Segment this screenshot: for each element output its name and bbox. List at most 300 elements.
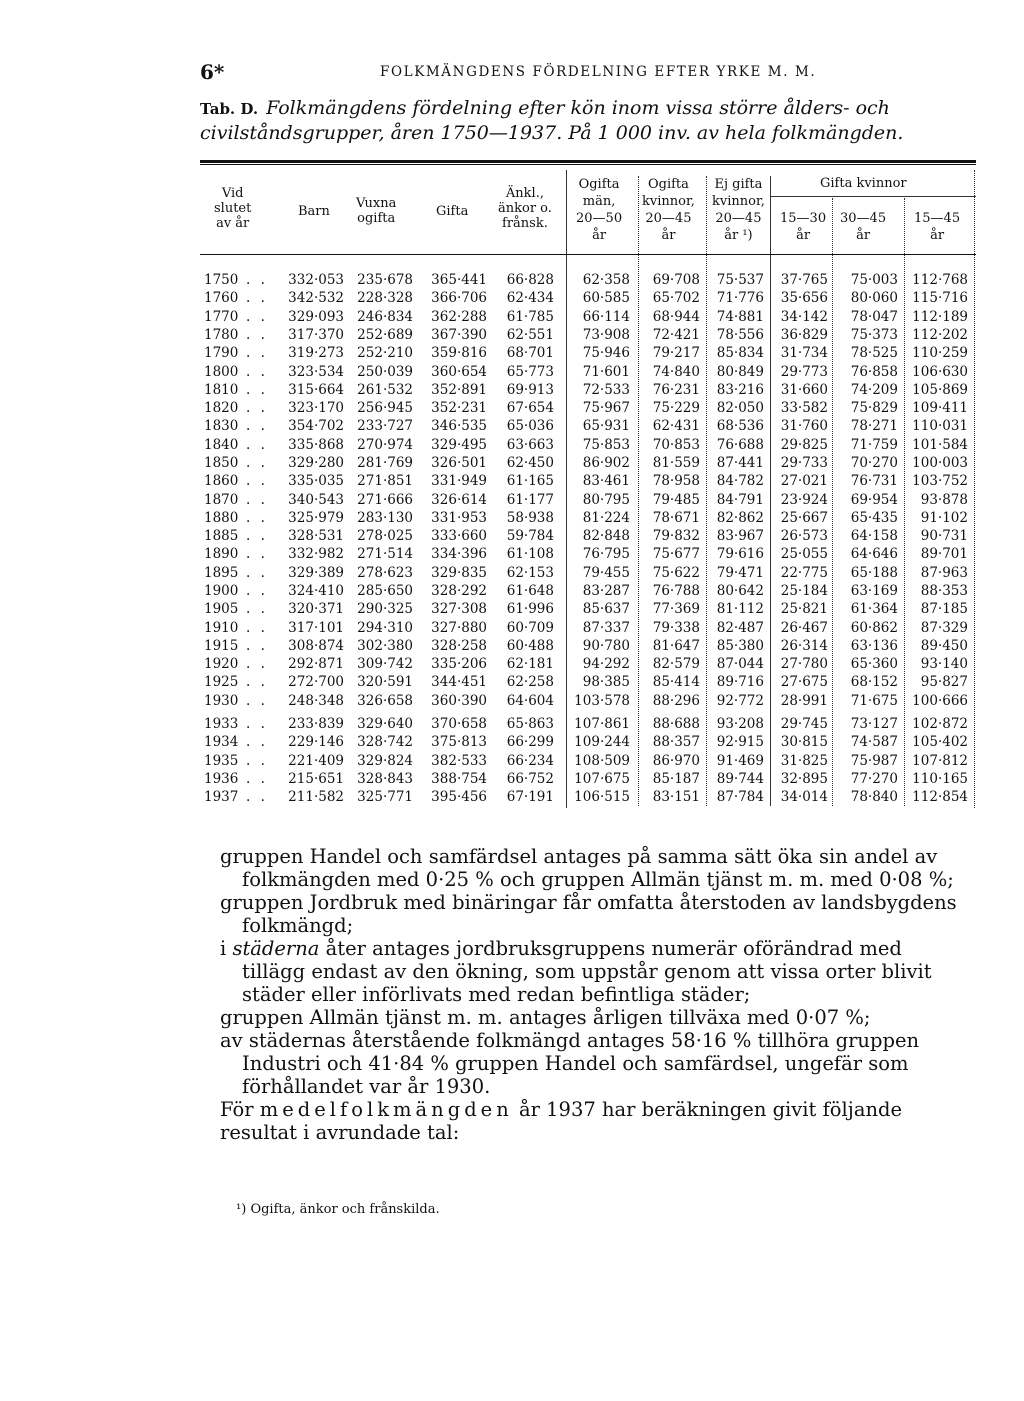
cell-barn: 221·409 — [288, 752, 344, 769]
cell-ej-gifta: 87·784 — [716, 789, 764, 806]
cell-year: 1810 — [204, 381, 239, 398]
cell-gifta: 328·258 — [431, 637, 487, 654]
table-row — [0, 546, 1024, 564]
cell-gk-15-30: 26·573 — [780, 528, 828, 544]
header-gk-15-45: 15—45 år — [914, 211, 961, 243]
cell-gk-15-45: 103·752 — [912, 473, 968, 490]
cell-ogifta-man: 72·533 — [582, 381, 630, 398]
cell-ogifta-kvinnor: 79·485 — [652, 491, 700, 508]
cell-vuxna-ogifta: 294·310 — [357, 619, 413, 636]
cell-vuxna-ogifta: 235·678 — [357, 272, 413, 288]
cell-gk-15-30: 26·467 — [780, 619, 828, 636]
table-row — [0, 290, 1024, 308]
cell-gk-15-45: 105·869 — [912, 381, 968, 398]
table-row — [0, 789, 1024, 807]
cell-ogifta-kvinnor: 76·788 — [652, 582, 700, 599]
cell-barn: 308·874 — [288, 637, 344, 654]
cell-vuxna-ogifta: 325·771 — [357, 789, 413, 806]
cell-year: 1885 — [204, 528, 239, 544]
cell-ej-gifta: 83·216 — [716, 381, 764, 398]
cell-ogifta-kvinnor: 82·579 — [652, 656, 700, 673]
cell-gk-30-45: 78·271 — [850, 418, 898, 435]
cell-gk-30-45: 75·987 — [850, 752, 898, 769]
cell-year: 1905 — [204, 601, 239, 618]
cell-ankl: 62·181 — [506, 656, 554, 673]
cell-gk-30-45: 78·840 — [850, 789, 898, 806]
header-ogifta-man: Ogifta män, 20—50 år — [576, 177, 623, 243]
cell-gk-15-45: 115·716 — [912, 290, 968, 307]
cell-ej-gifta: 68·536 — [716, 418, 764, 435]
leader-dots: . . — [246, 716, 268, 732]
paragraph: av städernas återstående folkmängd antages 58·16 % tillhöra gruppen Industri och 41·84 % gruppen Handel och samfärdsel, ungefär som förhållandet var år 1930. — [220, 1029, 920, 1098]
cell-year: 1860 — [204, 473, 239, 490]
cell-gk-30-45: 64·158 — [850, 528, 898, 544]
cell-year: 1937 — [204, 789, 239, 806]
cell-gk-15-45: 107·812 — [912, 752, 968, 769]
cell-ogifta-kvinnor: 86·970 — [652, 752, 700, 769]
cell-ogifta-man: 75·946 — [582, 345, 630, 362]
cell-year: 1934 — [204, 734, 239, 751]
cell-ankl: 66·752 — [506, 770, 554, 787]
cell-ej-gifta: 81·112 — [716, 601, 764, 618]
cell-gk-30-45: 68·152 — [850, 674, 898, 691]
header-ankl: Änkl., änkor o. frånsk. — [498, 186, 552, 231]
cell-year: 1880 — [204, 509, 239, 526]
cell-barn: 335·035 — [288, 473, 344, 490]
cell-ogifta-man: 79·455 — [582, 564, 630, 581]
cell-ogifta-kvinnor: 75·677 — [652, 546, 700, 563]
cell-ogifta-man: 107·675 — [574, 770, 630, 787]
cell-gk-15-30: 36·829 — [780, 326, 828, 343]
cell-gk-15-30: 29·773 — [780, 363, 828, 380]
cell-year: 1890 — [204, 546, 239, 563]
cell-barn: 272·700 — [288, 674, 344, 691]
cell-gk-15-45: 87·329 — [920, 619, 968, 636]
cell-vuxna-ogifta: 329·824 — [357, 752, 413, 769]
cell-gk-15-45: 110·259 — [912, 345, 968, 362]
cell-barn: 323·534 — [288, 363, 344, 380]
cell-ej-gifta: 92·772 — [716, 692, 764, 709]
cell-ankl: 58·938 — [506, 509, 554, 526]
cell-vuxna-ogifta: 271·851 — [357, 473, 413, 490]
cell-ankl: 60·488 — [506, 637, 554, 654]
cell-ogifta-kvinnor: 79·217 — [652, 345, 700, 362]
cell-ogifta-man: 106·515 — [574, 789, 630, 806]
cell-ogifta-man: 87·337 — [582, 619, 630, 636]
cell-ogifta-man: 62·358 — [582, 272, 630, 288]
cell-gifta: 360·654 — [431, 363, 487, 380]
cell-gk-15-30: 31·660 — [780, 381, 828, 398]
cell-ej-gifta: 93·208 — [716, 716, 764, 732]
cell-barn: 319·273 — [288, 345, 344, 362]
cell-year: 1770 — [204, 308, 239, 325]
cell-ej-gifta: 76·688 — [716, 436, 764, 453]
leader-dots: . . — [246, 326, 268, 343]
cell-year: 1933 — [204, 716, 239, 732]
cell-gk-30-45: 75·373 — [850, 326, 898, 343]
table-top-rule-thin — [200, 164, 976, 165]
cell-ej-gifta: 71·776 — [716, 290, 764, 307]
cell-ogifta-man: 83·287 — [582, 582, 630, 599]
cell-gk-30-45: 63·136 — [850, 637, 898, 654]
cell-gk-15-45: 89·450 — [920, 637, 968, 654]
cell-gk-15-45: 112·854 — [912, 789, 968, 806]
cell-gk-30-45: 78·525 — [850, 345, 898, 362]
cell-ankl: 62·551 — [506, 326, 554, 343]
cell-ankl: 66·299 — [506, 734, 554, 751]
cell-ej-gifta: 82·050 — [716, 400, 764, 417]
cell-ankl: 63·663 — [506, 436, 554, 453]
leader-dots: . . — [246, 789, 268, 806]
cell-gk-15-30: 30·815 — [780, 734, 828, 751]
cell-vuxna-ogifta: 328·843 — [357, 770, 413, 787]
leader-dots: . . — [246, 272, 268, 288]
cell-gk-15-30: 34·142 — [780, 308, 828, 325]
running-title: FOLKMÄNGDENS FÖRDELNING EFTER YRKE M. M. — [380, 64, 817, 80]
cell-gifta: 346·535 — [431, 418, 487, 435]
cell-gk-15-30: 35·656 — [780, 290, 828, 307]
cell-gifta: 334·396 — [431, 546, 487, 563]
cell-ankl: 61·165 — [506, 473, 554, 490]
table-row — [0, 693, 1024, 711]
cell-ogifta-man: 81·224 — [582, 509, 630, 526]
table-row — [0, 565, 1024, 583]
cell-ogifta-man: 71·601 — [582, 363, 630, 380]
cell-ogifta-kvinnor: 88·688 — [652, 716, 700, 732]
leader-dots: . . — [246, 363, 268, 380]
leader-dots: . . — [246, 455, 268, 471]
cell-gifta: 331·953 — [431, 509, 487, 526]
page-number: 6* — [200, 60, 225, 84]
cell-vuxna-ogifta: 285·650 — [357, 582, 413, 599]
cell-gk-15-30: 22·775 — [780, 564, 828, 581]
cell-ogifta-man: 90·780 — [582, 637, 630, 654]
cell-ankl: 61·177 — [506, 491, 554, 508]
header-bottom-rule — [200, 254, 976, 255]
cell-vuxna-ogifta: 256·945 — [357, 400, 413, 417]
cell-year: 1820 — [204, 400, 239, 417]
cell-vuxna-ogifta: 281·769 — [357, 455, 413, 471]
leader-dots: . . — [246, 752, 268, 769]
cell-gk-15-30: 32·895 — [780, 770, 828, 787]
header-gifta-kvinnor: Gifta kvinnor — [820, 176, 907, 191]
cell-barn: 320·371 — [288, 601, 344, 618]
leader-dots: . . — [246, 290, 268, 307]
header-barn: Barn — [298, 204, 330, 219]
cell-barn: 340·543 — [288, 491, 344, 508]
spaced-term: medelfolkmängden — [259, 1098, 513, 1121]
cell-ogifta-man: 75·967 — [582, 400, 630, 417]
cell-gk-15-30: 29·825 — [780, 436, 828, 453]
cell-gk-15-45: 100·666 — [912, 692, 968, 709]
cell-ej-gifta: 80·642 — [716, 582, 764, 599]
cell-gk-15-45: 112·202 — [912, 326, 968, 343]
cell-gifta: 327·308 — [431, 601, 487, 618]
cell-gk-30-45: 61·364 — [850, 601, 898, 618]
cell-ogifta-man: 83·461 — [582, 473, 630, 490]
cell-barn: 248·348 — [288, 692, 344, 709]
cell-vuxna-ogifta: 283·130 — [357, 509, 413, 526]
cell-gk-15-30: 23·924 — [780, 491, 828, 508]
leader-dots: . . — [246, 491, 268, 508]
cell-barn: 332·982 — [288, 546, 344, 563]
cell-gk-30-45: 78·047 — [850, 308, 898, 325]
cell-gk-15-45: 87·963 — [920, 564, 968, 581]
leader-dots: . . — [246, 656, 268, 673]
cell-gk-15-30: 25·667 — [780, 509, 828, 526]
leader-dots: . . — [246, 619, 268, 636]
cell-gk-15-30: 31·825 — [780, 752, 828, 769]
cell-vuxna-ogifta: 228·328 — [357, 290, 413, 307]
cell-ogifta-kvinnor: 70·853 — [652, 436, 700, 453]
cell-year: 1800 — [204, 363, 239, 380]
cell-year: 1780 — [204, 326, 239, 343]
header-ogifta-kvinnor: Ogifta kvinnor, 20—45 år — [642, 177, 695, 243]
cell-gk-15-30: 27·021 — [780, 473, 828, 490]
cell-ankl: 66·828 — [506, 272, 554, 288]
leader-dots: . . — [246, 546, 268, 563]
cell-gifta: 388·754 — [431, 770, 487, 787]
cell-gifta: 370·658 — [431, 716, 487, 732]
cell-gk-15-30: 25·055 — [780, 546, 828, 563]
cell-ej-gifta: 80·849 — [716, 363, 764, 380]
cell-ogifta-kvinnor: 83·151 — [652, 789, 700, 806]
cell-vuxna-ogifta: 271·514 — [357, 546, 413, 563]
leader-dots: . . — [246, 582, 268, 599]
cell-barn: 335·868 — [288, 436, 344, 453]
cell-ogifta-man: 107·861 — [574, 716, 630, 732]
paragraph: gruppen Jordbruk med binäringar får omfatta återstoden av landsbygdens folkmängd; — [220, 891, 957, 937]
cell-gifta: 329·835 — [431, 564, 487, 581]
cell-gk-30-45: 60·862 — [850, 619, 898, 636]
leader-dots: . . — [246, 601, 268, 618]
cell-gk-30-45: 69·954 — [850, 491, 898, 508]
cell-ej-gifta: 84·791 — [716, 491, 764, 508]
cell-ankl: 61·785 — [506, 308, 554, 325]
cell-ej-gifta: 82·862 — [716, 509, 764, 526]
cell-year: 1850 — [204, 455, 239, 471]
emphasis: städerna — [232, 937, 320, 960]
footnote — [236, 1202, 440, 1217]
cell-ej-gifta: 83·967 — [716, 528, 764, 544]
cell-vuxna-ogifta: 250·039 — [357, 363, 413, 380]
cell-barn: 317·101 — [288, 619, 344, 636]
table-row — [0, 400, 1024, 418]
cell-gk-30-45: 74·587 — [850, 734, 898, 751]
cell-barn: 354·702 — [288, 418, 344, 435]
cell-gk-30-45: 75·003 — [850, 272, 898, 288]
cell-gk-15-45: 110·031 — [912, 418, 968, 435]
cell-ej-gifta: 74·881 — [716, 308, 764, 325]
cell-year: 1910 — [204, 619, 239, 636]
leader-dots: . . — [246, 692, 268, 709]
cell-gk-30-45: 65·435 — [850, 509, 898, 526]
cell-ogifta-kvinnor: 85·414 — [652, 674, 700, 691]
cell-barn: 233·839 — [288, 716, 344, 732]
cell-year: 1750 — [204, 272, 239, 288]
cell-ankl: 62·450 — [506, 455, 554, 471]
cell-gk-30-45: 71·675 — [850, 692, 898, 709]
cell-gk-15-30: 31·734 — [780, 345, 828, 362]
cell-ogifta-man: 65·931 — [582, 418, 630, 435]
leader-dots: . . — [246, 637, 268, 654]
cell-vuxna-ogifta: 252·210 — [357, 345, 413, 362]
cell-barn: 329·389 — [288, 564, 344, 581]
cell-ogifta-kvinnor: 62·431 — [652, 418, 700, 435]
cell-vuxna-ogifta: 302·380 — [357, 637, 413, 654]
cell-gk-15-45: 100·003 — [912, 455, 968, 471]
cell-ogifta-kvinnor: 85·187 — [652, 770, 700, 787]
table-row — [0, 345, 1024, 363]
table-row — [0, 272, 1024, 290]
cell-ankl: 61·648 — [506, 582, 554, 599]
table-row — [0, 771, 1024, 789]
cell-ankl: 67·191 — [506, 789, 554, 806]
cell-barn: 329·280 — [288, 455, 344, 471]
cell-ankl: 68·701 — [506, 345, 554, 362]
cell-year: 1895 — [204, 564, 239, 581]
cell-gk-15-45: 95·827 — [920, 674, 968, 691]
cell-year: 1760 — [204, 290, 239, 307]
leader-dots: . . — [246, 674, 268, 691]
cell-ej-gifta: 85·834 — [716, 345, 764, 362]
leader-dots: . . — [246, 308, 268, 325]
cell-year: 1925 — [204, 674, 239, 691]
table-row — [0, 656, 1024, 674]
cell-ogifta-kvinnor: 75·229 — [652, 400, 700, 417]
cell-ogifta-man: 109·244 — [574, 734, 630, 751]
cell-ej-gifta: 87·044 — [716, 656, 764, 673]
cell-gk-15-45: 105·402 — [912, 734, 968, 751]
cell-barn: 342·532 — [288, 290, 344, 307]
cell-ogifta-man: 80·795 — [582, 491, 630, 508]
cell-gk-30-45: 63·169 — [850, 582, 898, 599]
cell-ankl: 61·108 — [506, 546, 554, 563]
cell-barn: 323·170 — [288, 400, 344, 417]
cell-gifta: 366·706 — [431, 290, 487, 307]
cell-ogifta-kvinnor: 69·708 — [652, 272, 700, 288]
cell-vuxna-ogifta: 290·325 — [357, 601, 413, 618]
cell-ogifta-kvinnor: 88·296 — [652, 692, 700, 709]
table-label: Tab. D. — [200, 100, 259, 118]
cell-year: 1870 — [204, 491, 239, 508]
cell-year: 1840 — [204, 436, 239, 453]
cell-ogifta-kvinnor: 74·840 — [652, 363, 700, 380]
cell-year: 1936 — [204, 770, 239, 787]
cell-gifta: 327·880 — [431, 619, 487, 636]
cell-ankl: 59·784 — [506, 528, 554, 544]
cell-vuxna-ogifta: 270·974 — [357, 436, 413, 453]
cell-vuxna-ogifta: 246·834 — [357, 308, 413, 325]
cell-gifta: 365·441 — [431, 272, 487, 288]
cell-gk-15-45: 112·768 — [912, 272, 968, 288]
header-year: Vid slutet av år — [214, 186, 252, 231]
table-row — [0, 418, 1024, 436]
cell-gifta: 335·206 — [431, 656, 487, 673]
header-gk-15-30: 15—30 år — [780, 211, 827, 243]
cell-gifta: 352·891 — [431, 381, 487, 398]
cell-vuxna-ogifta: 278·025 — [357, 528, 413, 544]
cell-gk-15-30: 25·184 — [780, 582, 828, 599]
cell-gk-15-45: 106·630 — [912, 363, 968, 380]
cell-ankl: 62·434 — [506, 290, 554, 307]
cell-ogifta-man: 94·292 — [582, 656, 630, 673]
cell-ankl: 61·996 — [506, 601, 554, 618]
paragraph: gruppen Handel och samfärdsel antages på samma sätt öka sin andel av folkmängden med 0·25 % och gruppen Allmän tjänst m. m. med 0·08 %; — [220, 845, 954, 891]
table-row — [0, 734, 1024, 752]
cell-gk-15-45: 89·701 — [920, 546, 968, 563]
cell-year: 1900 — [204, 582, 239, 599]
cell-barn: 317·370 — [288, 326, 344, 343]
cell-ogifta-man: 60·585 — [582, 290, 630, 307]
cell-gk-30-45: 65·188 — [850, 564, 898, 581]
table-row — [0, 601, 1024, 619]
cell-ogifta-man: 103·578 — [574, 692, 630, 709]
cell-ankl: 69·913 — [506, 381, 554, 398]
cell-barn: 324·410 — [288, 582, 344, 599]
running-header — [200, 62, 964, 84]
cell-gk-15-45: 110·165 — [912, 770, 968, 787]
cell-barn: 211·582 — [288, 789, 344, 806]
cell-year: 1920 — [204, 656, 239, 673]
table-caption: Folkmängdens fördelning efter kön inom vissa större ålders- och civilståndsgrupper, åren 1750—1937. På 1 000 inv. av hela folkmängden. — [200, 97, 904, 144]
cell-gifta: 329·495 — [431, 436, 487, 453]
table-row — [0, 364, 1024, 382]
table-row — [0, 510, 1024, 528]
cell-gk-30-45: 65·360 — [850, 656, 898, 673]
cell-gk-30-45: 70·270 — [850, 455, 898, 471]
cell-ankl: 67·654 — [506, 400, 554, 417]
cell-ankl: 66·234 — [506, 752, 554, 769]
cell-gk-15-45: 109·411 — [912, 400, 968, 417]
table-row — [0, 674, 1024, 692]
cell-ej-gifta: 92·915 — [716, 734, 764, 751]
cell-vuxna-ogifta: 328·742 — [357, 734, 413, 751]
cell-gk-15-30: 29·733 — [780, 455, 828, 471]
table-row — [0, 716, 1024, 734]
cell-ej-gifta: 82·487 — [716, 619, 764, 636]
cell-gifta: 328·292 — [431, 582, 487, 599]
cell-ogifta-kvinnor: 78·958 — [652, 473, 700, 490]
cell-ogifta-man: 73·908 — [582, 326, 630, 343]
cell-vuxna-ogifta: 252·689 — [357, 326, 413, 343]
cell-barn: 325·979 — [288, 509, 344, 526]
cell-ej-gifta: 84·782 — [716, 473, 764, 490]
cell-ogifta-kvinnor: 81·647 — [652, 637, 700, 654]
table-top-rule — [200, 160, 976, 163]
header-gifta: Gifta — [436, 204, 469, 219]
leader-dots: . . — [246, 436, 268, 453]
table-row — [0, 492, 1024, 510]
table-title — [200, 96, 980, 145]
cell-barn: 292·871 — [288, 656, 344, 673]
cell-gk-15-45: 93·878 — [920, 491, 968, 508]
cell-gk-15-30: 33·582 — [780, 400, 828, 417]
cell-ej-gifta: 87·441 — [716, 455, 764, 471]
leader-dots: . . — [246, 473, 268, 490]
footnote-text: Ogifta, änkor och frånskilda. — [250, 1202, 440, 1217]
cell-vuxna-ogifta: 326·658 — [357, 692, 413, 709]
cell-gk-15-30: 28·991 — [780, 692, 828, 709]
cell-ogifta-kvinnor: 79·338 — [652, 619, 700, 636]
cell-gifta: 395·456 — [431, 789, 487, 806]
cell-gk-15-45: 93·140 — [920, 656, 968, 673]
cell-barn: 229·146 — [288, 734, 344, 751]
cell-gifta: 326·501 — [431, 455, 487, 471]
cell-gk-15-30: 27·675 — [780, 674, 828, 691]
paragraph: För medelfolkmängden år 1937 har beräkningen givit följande resultat i avrundade tal: — [220, 1098, 903, 1144]
cell-ankl: 64·604 — [506, 692, 554, 709]
